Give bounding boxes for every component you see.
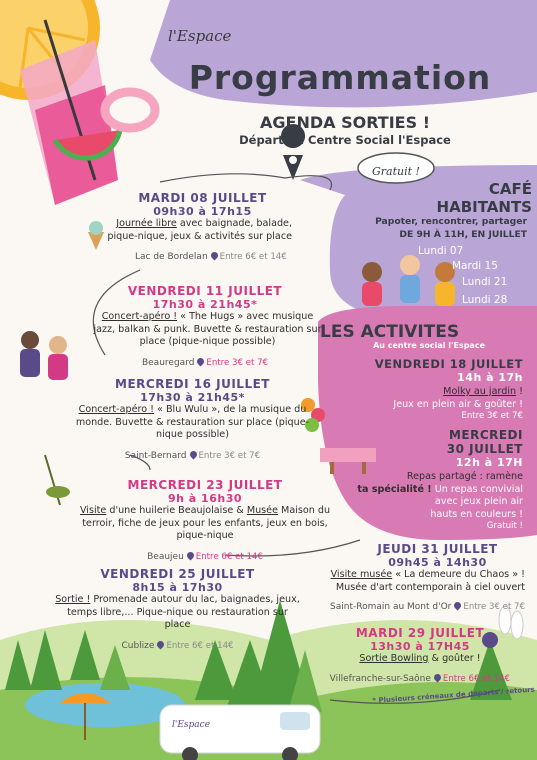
cafe-title-line2: HABITANTS [436, 198, 532, 216]
event-3-highlight: Concert-apéro ! [78, 404, 154, 415]
activity-1-text: ! [516, 386, 523, 397]
cafe-text: Papoter, rencontrer, partager [375, 216, 527, 227]
event-7-price: Entre 6€ et 14€ [442, 673, 510, 684]
location-pin-icon [432, 672, 442, 682]
event-3 [75, 377, 310, 462]
location-pin-icon [196, 356, 206, 366]
event-2-time: 17h30 à 21h45* [152, 298, 258, 311]
event-1-time: 09h30 à 17h15 [153, 205, 252, 218]
cafe-date-2: Mardi 15 [452, 260, 498, 272]
event-6-desc [310, 569, 525, 582]
event-4-place [70, 544, 340, 563]
van-logo: l'Espace [172, 720, 211, 730]
event-1-price: Entre 6€ et 14€ [219, 252, 287, 263]
event-2-desc [85, 311, 325, 349]
event-7-location: Villefranche-sur-Saône [329, 673, 431, 684]
event-5-price: Entre 6€ et 14€ [166, 640, 234, 651]
location-pin-icon [209, 251, 219, 261]
activity-2 [340, 428, 523, 531]
location-pin-icon [188, 449, 198, 459]
event-7-date: MARDI 29 JUILLET [355, 626, 485, 640]
activity-1-highlight: Molky au jardin [443, 386, 517, 397]
event-5-location: Cublize [121, 640, 155, 651]
event-3-desc [75, 404, 310, 442]
event-7-desc [310, 653, 510, 666]
free-badge [360, 160, 432, 179]
activity-2-line4: hauts en couleurs ! [430, 508, 523, 520]
event-2-date: VENDREDI 11 JUILLET [127, 284, 283, 298]
event-1-date: MARDI 08 JUILLET [138, 191, 267, 205]
event-4-highlight-2: Musée [246, 505, 278, 516]
event-2-location: Beauregard [141, 357, 195, 368]
event-6-text: « La demeure du Chaos » ! [392, 569, 525, 580]
location-pin-icon [185, 550, 195, 560]
agenda-heading [190, 113, 500, 147]
activity-1-line2: Jeux en plein air & goûter ! [393, 398, 523, 410]
event-3-location: Saint-Bernard [124, 450, 187, 461]
event-2-text: « The Hugs » avec musique jazz, balkan & punk. Buvette & restauration sur place (pique-nique possible) [93, 311, 322, 348]
event-6-date: JEUDI 31 JUILLET [377, 542, 498, 556]
cafe-date-4: Lundi 28 [462, 294, 508, 306]
activity-2-highlight: ta spécialité ! [357, 483, 432, 495]
logo-text: l'Espace [168, 27, 232, 45]
page-title-wrap [150, 58, 530, 97]
event-2 [85, 284, 325, 369]
event-5 [55, 567, 300, 652]
event-1-text: avec baignade, balade, pique-nique, jeux & activités sur place [107, 218, 292, 242]
activity-2-date2: 30 JUILLET [446, 442, 523, 456]
event-4-highlight: Visite [79, 505, 107, 516]
event-6-location: Saint-Romain au Mont d'Or [330, 602, 452, 613]
event-6-line2: Musée d'art contemporain à ciel ouvert [335, 581, 525, 593]
event-7-text: & goûter ! [428, 653, 481, 664]
event-3-text: « Blu Wulu », de la musique du monde. Buvette & restauration sur place (pique-nique possible) [75, 404, 310, 441]
cafe-hours: DE 9H À 11H, EN JUILLET [399, 229, 527, 240]
activity-2-line1: Repas partagé : ramène [406, 471, 523, 482]
event-7-highlight: Sortie Bowling [359, 653, 429, 664]
event-6-place [310, 594, 525, 613]
event-7 [310, 626, 510, 685]
event-5-date: VENDREDI 25 JUILLET [100, 567, 255, 581]
location-pin-icon [156, 639, 166, 649]
free-badge-text: Gratuit ! [372, 165, 420, 178]
event-4-date: MERCREDI 23 JUILLET [127, 478, 283, 492]
event-4-text-2: Maison du terroir, fiche de jeux pour les enfants, jeux en bois, pique-nique [82, 505, 331, 542]
cafe-title [420, 180, 532, 216]
activities-subtitle: Au centre social l'Espace [373, 341, 485, 350]
event-1-place [95, 244, 310, 263]
event-6-highlight: Visite musée [330, 569, 393, 580]
event-4 [70, 478, 340, 563]
activities-title: LES ACTIVITES [320, 322, 460, 342]
event-2-highlight: Concert-apéro ! [101, 311, 178, 322]
event-1-location: Lac de Bordelan [135, 252, 208, 263]
event-4-price: Entre 6€ et 14€ [195, 551, 263, 562]
event-1-desc [95, 218, 310, 243]
event-5-desc [55, 594, 300, 632]
event-5-time: 8h15 à 17h30 [132, 581, 223, 594]
activity-1-date: VENDREDI 18 JUILLET [374, 357, 523, 371]
event-5-place [55, 633, 300, 652]
event-4-location: Beaujeu [147, 551, 184, 562]
activity-1-desc [335, 386, 523, 399]
event-1 [95, 191, 310, 263]
event-6-time: 09h45 à 14h30 [388, 556, 487, 569]
event-3-price: Entre 3€ et 7€ [198, 450, 261, 461]
event-4-time: 9h à 16h30 [167, 492, 242, 505]
event-3-time: 17h30 à 21h45* [140, 391, 245, 404]
event-3-date: MERCREDI 16 JUILLET [115, 377, 270, 391]
activity-2-line2-text: Un repas convivial [431, 483, 523, 495]
activity-1 [335, 357, 523, 421]
activity-1-price: Entre 3€ et 7€ [461, 411, 523, 422]
logo [168, 26, 231, 45]
agenda-title: AGENDA SORTIES ! [260, 113, 430, 132]
event-2-place [85, 350, 325, 369]
cafe-title-line1: CAFÉ [488, 180, 532, 198]
activity-2-price: Gratuit ! [486, 521, 523, 532]
event-1-highlight: Journée libre [116, 218, 177, 229]
event-2-price: Entre 3€ et 7€ [206, 357, 269, 368]
cafe-info [345, 216, 527, 240]
activity-2-time: 12h à 17H [455, 456, 523, 469]
event-4-desc [70, 505, 340, 543]
activity-2-line2 [310, 484, 523, 497]
activity-2-line3: avec jeux plein air [434, 496, 523, 508]
location-pin-icon [453, 601, 463, 611]
event-3-place [75, 443, 310, 462]
event-6 [310, 542, 525, 613]
event-5-text: Promenade autour du lac, baignades, jeux, temps libre,... Pique-nique ou restauration sur place [67, 594, 300, 631]
event-4-text: d'une huilerie Beaujolaise & [106, 505, 247, 516]
event-7-time: 13h30 à 17H45 [370, 640, 470, 653]
event-7-place [310, 666, 510, 685]
cafe-date-3: Lundi 21 [462, 276, 508, 288]
agenda-subtitle: Départ du Centre Social l'Espace [239, 133, 451, 147]
activity-2-date1: MERCREDI [448, 428, 523, 442]
page-title: Programmation [188, 58, 492, 97]
cafe-date-1: Lundi 07 [418, 245, 464, 257]
footnote: * Plusieurs créneaux de départs / retours [372, 685, 536, 705]
activities-heading [320, 322, 485, 350]
activity-1-time: 14h à 17h [457, 371, 523, 384]
event-6-price: Entre 3€ et 7€ [463, 602, 525, 613]
event-5-highlight: Sortie ! [55, 594, 91, 605]
